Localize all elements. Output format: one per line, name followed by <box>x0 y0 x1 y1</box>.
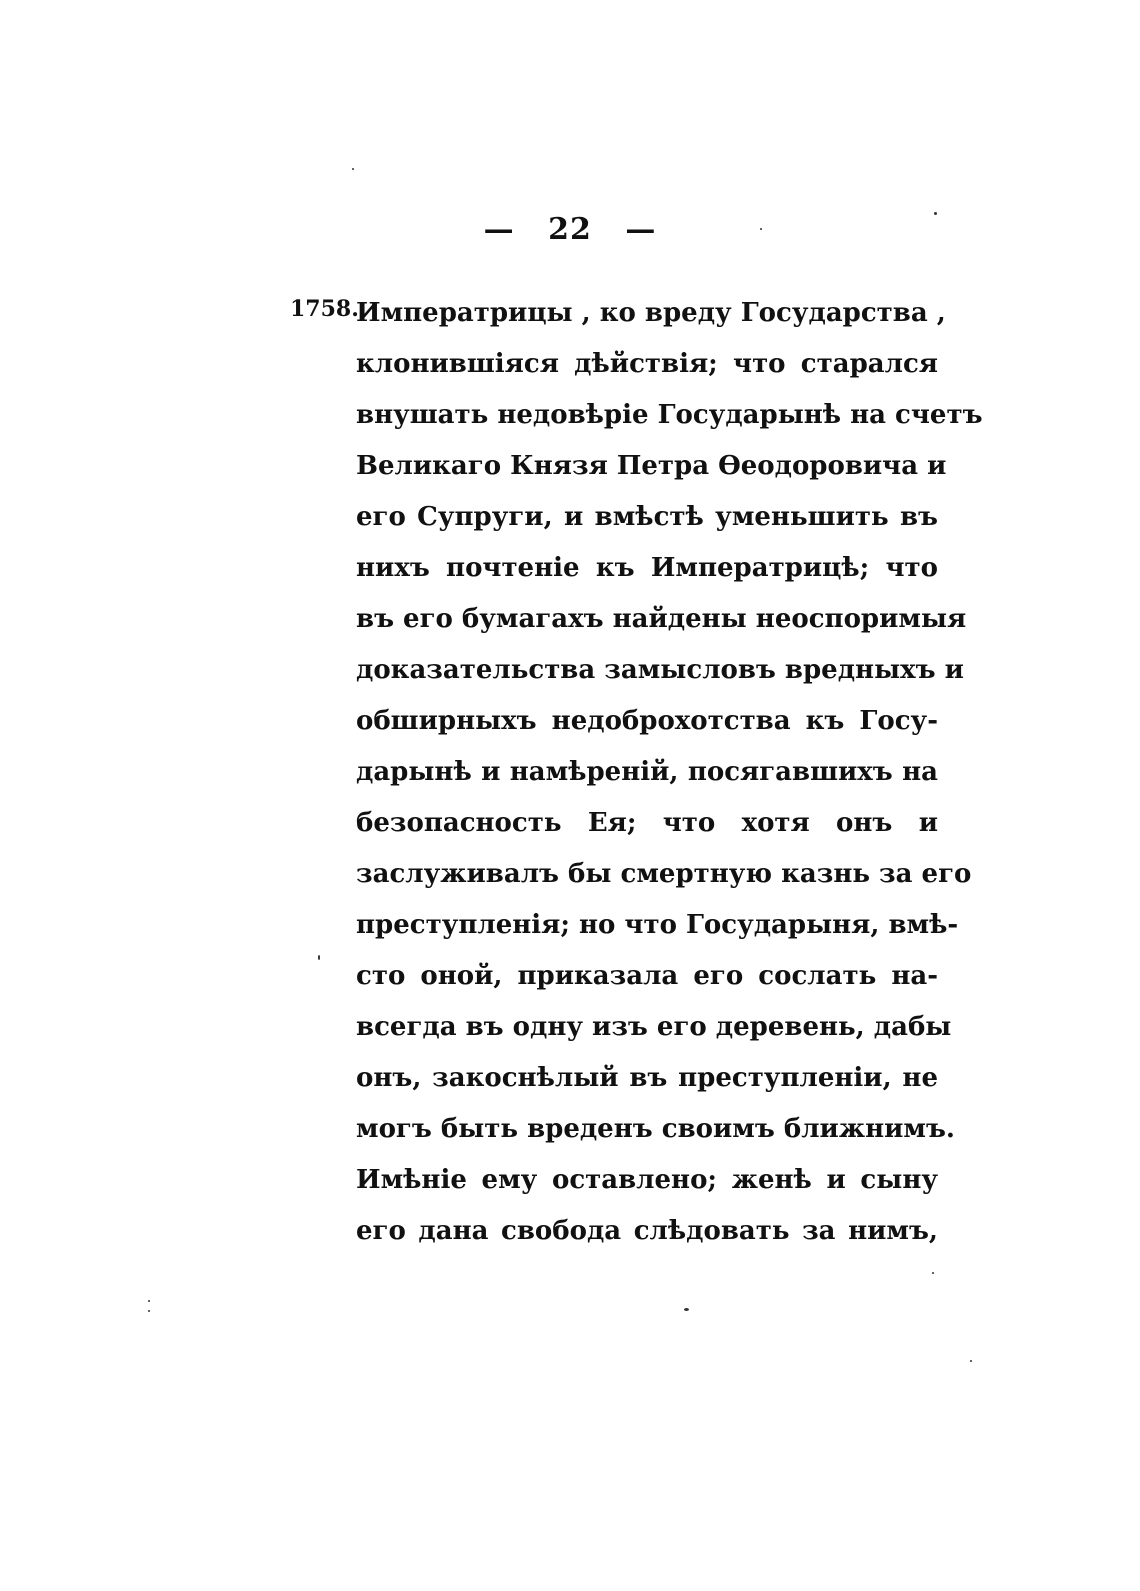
scan-speck <box>148 1300 150 1302</box>
text-line: его Супруги, и вмѣстѣ уменьшить въ <box>356 502 938 532</box>
margin-year-note: 1758. <box>290 296 359 322</box>
text-line: дарынѣ и намѣренiй, посягавшихъ на <box>356 757 938 787</box>
text-line: онъ, закоснѣлый въ преступленiи, не <box>356 1063 938 1093</box>
page-number: 22 <box>548 212 592 247</box>
page-number-header <box>0 212 1140 247</box>
text-line: Императрицы , ко вреду Государства , <box>356 298 946 328</box>
scan-speck <box>970 1360 972 1362</box>
scan-speck <box>318 955 320 960</box>
text-line: клонившiяся дѣйствiя; что старался <box>356 349 938 379</box>
text-line: внушать недовѣрiе Государынѣ на счетъ <box>356 400 983 430</box>
text-line: Великаго Князя Петра Өеодоровича и <box>356 451 947 481</box>
body-text <box>356 288 983 1257</box>
scan-speck <box>760 228 762 230</box>
text-line: въ его бумагахъ найдены неоспоримыя <box>356 604 967 634</box>
text-line: могъ быть вреденъ своимъ ближнимъ. <box>356 1114 955 1144</box>
scan-speck <box>352 168 354 170</box>
scan-speck <box>932 1272 934 1274</box>
text-line: всегда въ одну изъ его деревень, дабы <box>356 1012 952 1042</box>
text-line: доказательства замысловъ вредныхъ и <box>356 655 964 685</box>
page-number-dash-right: — <box>625 212 657 247</box>
page-number-dash-left: — <box>483 212 515 247</box>
text-line: его дана свобода слѣдовать за нимъ, <box>356 1216 938 1246</box>
text-line: сто оной, приказала его сослать на- <box>356 961 938 991</box>
text-line: преступленiя; но что Государыня, вмѣ- <box>356 910 959 940</box>
text-line: Имѣнiе ему оставлено; женѣ и сыну <box>356 1165 938 1195</box>
scan-speck <box>934 212 937 215</box>
text-line: нихъ почтенiе къ Императрицѣ; что <box>356 553 938 583</box>
text-line: безопасность Ея; что хотя онъ и <box>356 808 938 838</box>
text-line: заслуживалъ бы смертную казнь за его <box>356 859 972 889</box>
scan-speck <box>684 1308 689 1311</box>
text-line: обширныхъ недоброхотства къ Госу- <box>356 706 938 736</box>
scan-speck <box>148 1310 150 1312</box>
